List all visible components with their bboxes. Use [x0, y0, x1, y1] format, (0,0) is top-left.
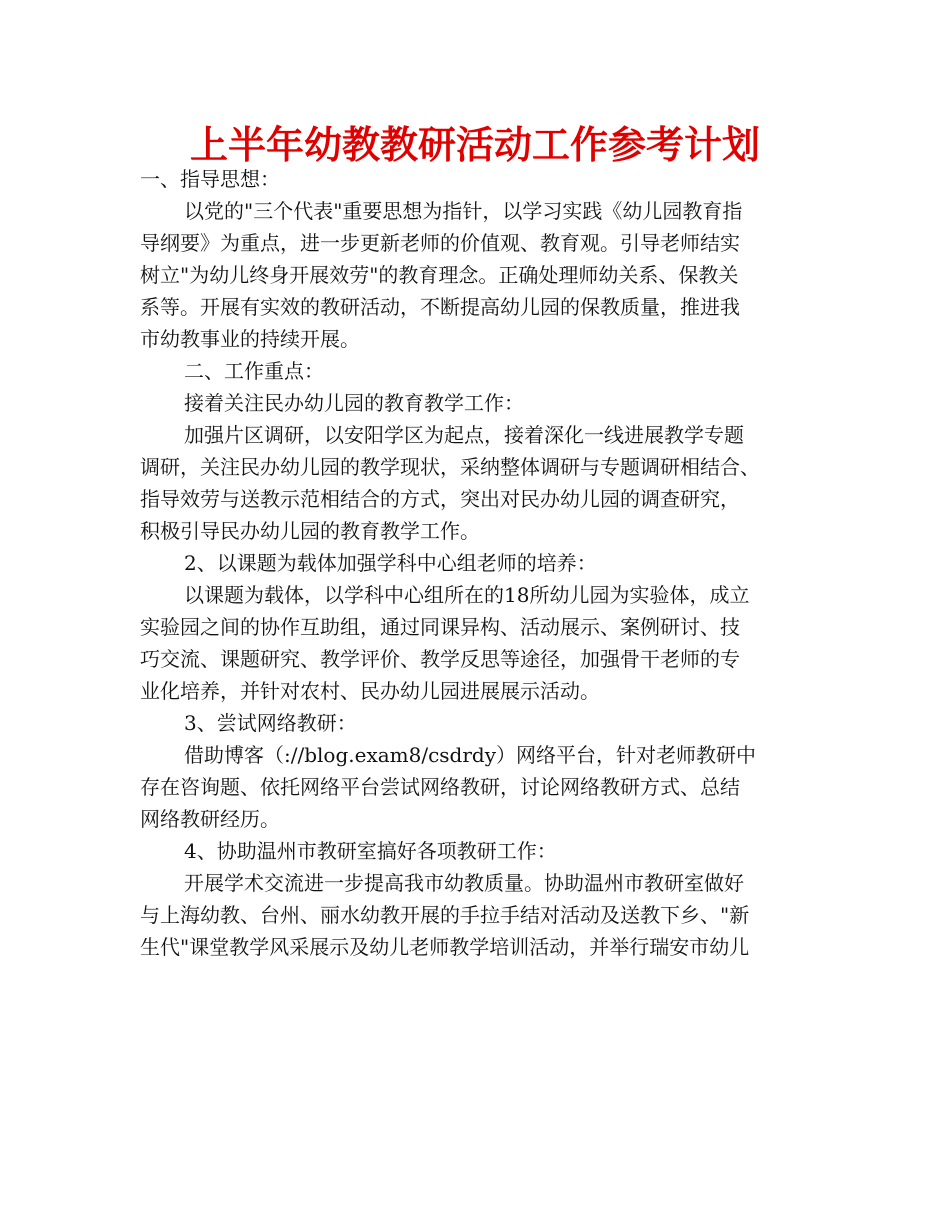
body-line: 与上海幼教、台州、丽水幼教开展的手拉手结对活动及送教下乡、"新 — [140, 903, 750, 927]
body-line: 实验园之间的协作互助组，通过同课异构、活动展示、案例研讨、技 — [140, 615, 740, 639]
document-body — [140, 163, 820, 963]
body-line: 积极引导民办幼儿园的教育教学工作。 — [140, 519, 480, 543]
body-line: 树立"为幼儿终身开展效劳"的教育理念。正确处理师幼关系、保教关 — [140, 263, 739, 287]
body-line: 以课题为载体，以学科中心组所在的18所幼儿园为实验体，成立 — [184, 583, 750, 607]
body-line: 指导效劳与送教示范相结合的方式，突出对民办幼儿园的调查研究， — [140, 487, 740, 511]
body-line: 生代"课堂教学风采展示及幼儿老师教学培训活动，并举行瑞安市幼儿 — [140, 935, 750, 959]
document-title: 上半年幼教教研活动工作参考计划 — [189, 123, 760, 167]
body-line: 调研，关注民办幼儿园的教学现状，采纳整体调研与专题调研相结合、 — [140, 455, 760, 479]
body-line: 加强片区调研，以安阳学区为起点，接着深化一线进展教学专题 — [184, 423, 744, 447]
body-line: 系等。开展有实效的教研活动，不断提高幼儿园的保教质量，推进我 — [140, 295, 740, 319]
body-line: 网络教研经历。 — [140, 807, 280, 831]
body-line: 借助博客（://blog.exam8/csdrdy）网络平台，针对老师教研中 — [184, 743, 757, 767]
body-line: 3、尝试网络教研： — [184, 711, 357, 735]
body-line: 以党的"三个代表"重要思想为指针，以学习实践《幼儿园教育指 — [184, 199, 743, 223]
body-line: 业化培养，并针对农村、民办幼儿园进展展示活动。 — [140, 679, 600, 703]
body-line: 接着关注民办幼儿园的教育教学工作： — [184, 391, 524, 415]
body-line: 4、协助温州市教研室搞好各项教研工作： — [184, 839, 557, 863]
body-line: 巧交流、课题研究、教学评价、教学反思等途径，加强骨干老师的专 — [140, 647, 740, 671]
body-line: 市幼教事业的持续开展。 — [140, 327, 360, 351]
body-line: 一、指导思想： — [140, 167, 280, 191]
body-line: 二、工作重点： — [184, 359, 324, 383]
body-line: 导纲要》为重点，进一步更新老师的价值观、教育观。引导老师结实 — [140, 231, 740, 255]
body-line: 2、以课题为载体加强学科中心组老师的培养： — [184, 551, 597, 575]
body-line: 开展学术交流进一步提高我市幼教质量。协助温州市教研室做好 — [184, 871, 744, 895]
body-line: 存在咨询题、依托网络平台尝试网络教研，讨论网络教研方式、总结 — [140, 775, 740, 799]
